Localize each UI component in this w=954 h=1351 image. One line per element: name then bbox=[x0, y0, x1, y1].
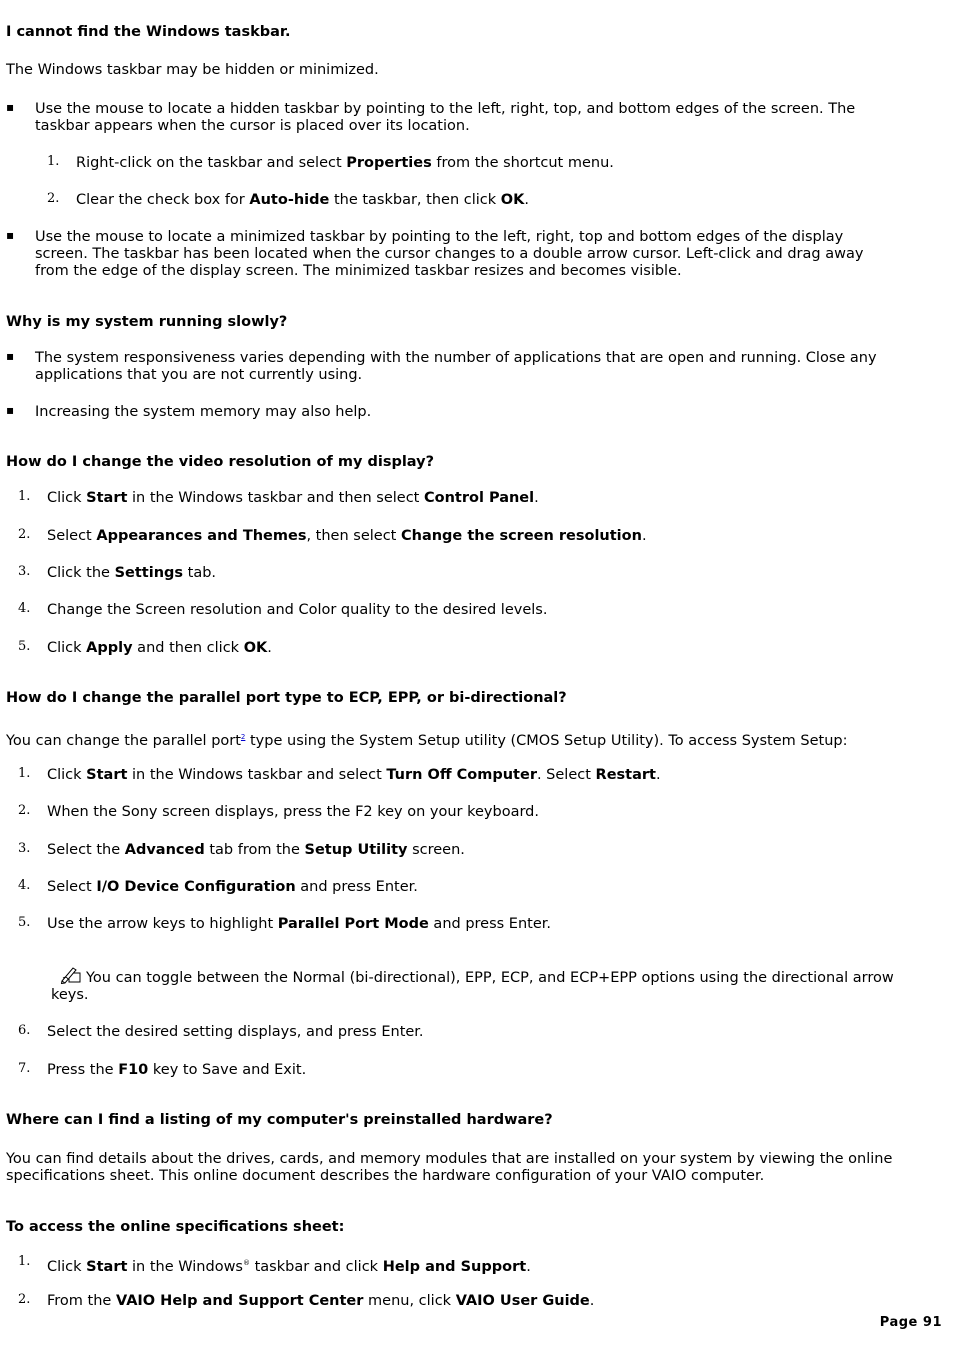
heading-slow-system: Why is my system running slowly? bbox=[6, 314, 288, 330]
step-text: Select the Advanced tab from the Setup Utility screen. bbox=[47, 842, 465, 858]
heading-parallel-port: How do I change the parallel port type to ECP, EPP, or bi-directional? bbox=[6, 690, 567, 706]
step-number: 7. bbox=[18, 1061, 31, 1076]
heading-hardware-listing: Where can I find a listing of my computer's preinstalled hardware? bbox=[6, 1112, 553, 1128]
bullet-text: Increasing the system memory may also help. bbox=[35, 404, 372, 420]
step-text: Press the F10 key to Save and Exit. bbox=[47, 1062, 307, 1078]
step-number: 2. bbox=[47, 191, 60, 206]
step-number: 2. bbox=[18, 1292, 31, 1307]
step-text: Select I/O Device Configuration and press Enter. bbox=[47, 879, 418, 895]
step-number: 1. bbox=[47, 154, 60, 169]
step-text: Click Apply and then click OK. bbox=[47, 640, 272, 656]
step-number: 4. bbox=[18, 878, 31, 893]
step-number: 2. bbox=[18, 803, 31, 818]
note-pencil-icon bbox=[60, 966, 80, 982]
step-text: When the Sony screen displays, press the F2 key on your keyboard. bbox=[47, 804, 539, 820]
heading-taskbar: I cannot find the Windows taskbar. bbox=[6, 24, 291, 40]
step-text: From the VAIO Help and Support Center menu, click VAIO User Guide. bbox=[47, 1293, 595, 1309]
paragraph-hardware: You can find details about the drives, cards, and memory modules that are installed on your system by viewing the online specifications sheet. This online document describes the hardware configuration of your VAIO computer. bbox=[6, 1151, 893, 1184]
step-number: 5. bbox=[18, 639, 31, 654]
bullet-text: Use the mouse to locate a hidden taskbar by pointing to the left, right, top, and bottom edges of the screen. The taskbar appears when the cursor is placed over its location. bbox=[35, 101, 856, 134]
step-text: Click Start in the Windows® taskbar and click Help and Support. bbox=[47, 1258, 531, 1275]
step-text: Click the Settings tab. bbox=[47, 565, 217, 581]
step-text: Click Start in the Windows taskbar and select Turn Off Computer. Select Restart. bbox=[47, 767, 661, 783]
step-number: 5. bbox=[18, 915, 31, 930]
heading-online-specs: To access the online specifications sheet: bbox=[6, 1219, 345, 1235]
step-number: 3. bbox=[18, 841, 31, 856]
step-number: 1. bbox=[18, 489, 31, 504]
step-text: Change the Screen resolution and Color quality to the desired levels. bbox=[47, 602, 548, 618]
page-number: Page 91 bbox=[879, 1315, 942, 1330]
step-number: 4. bbox=[18, 601, 31, 616]
bullet-marker: ▪ bbox=[6, 100, 15, 114]
intro-parallel-port: You can change the parallel port$^2$ type using the System Setup utility (CMOS Setup Utility). To access System Setup: bbox=[6, 732, 848, 749]
step-text: Select the desired setting displays, and press Enter. bbox=[47, 1024, 424, 1040]
step-text: Select Appearances and Themes, then select Change the screen resolution. bbox=[47, 528, 647, 544]
intro-taskbar: The Windows taskbar may be hidden or minimized. bbox=[6, 62, 379, 78]
step-text: Click Start in the Windows taskbar and then select Control Panel. bbox=[47, 490, 539, 506]
step-number: 6. bbox=[18, 1023, 31, 1038]
heading-video-resolution: How do I change the video resolution of my display? bbox=[6, 454, 435, 470]
bullet-marker: ▪ bbox=[6, 228, 15, 242]
step-number: 2. bbox=[18, 527, 31, 542]
step-number: 3. bbox=[18, 564, 31, 579]
bullet-marker: ▪ bbox=[6, 403, 15, 417]
step-number: 1. bbox=[18, 766, 31, 781]
bullet-text: The system responsiveness varies depending with the number of applications that are open and running. Close any applications that you are not currently using. bbox=[35, 350, 877, 383]
step-text: Use the arrow keys to highlight Parallel Port Mode and press Enter. bbox=[47, 916, 552, 932]
step-text: Clear the check box for Auto-hide the taskbar, then click OK. bbox=[76, 192, 529, 208]
footnote-link[interactable]: 2 bbox=[240, 733, 246, 741]
step-number: 1. bbox=[18, 1254, 31, 1269]
bullet-marker: ▪ bbox=[6, 349, 15, 363]
bullet-text: Use the mouse to locate a minimized taskbar by pointing to the left, right, top and bottom edges of the display screen. The taskbar has been located when the cursor changes to a double arrow cursor. Left-click and drag away from the edge of the display screen. The minimized taskbar resizes and becomes visible. bbox=[35, 229, 864, 279]
note: You can toggle between the Normal (bi-directional), EPP, ECP, and ECP+EPP options using the directional arrow keys. bbox=[51, 966, 894, 1004]
step-text: Right-click on the taskbar and select Properties from the shortcut menu. bbox=[76, 155, 614, 171]
